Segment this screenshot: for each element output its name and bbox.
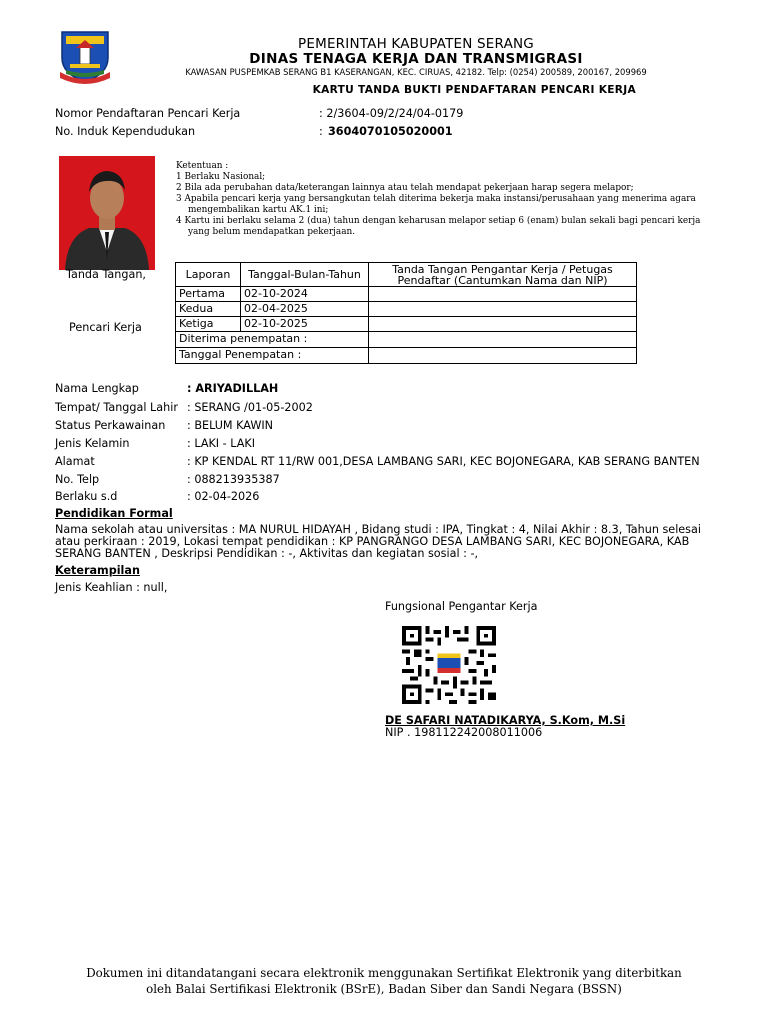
rule-item: 4 Kartu ini berlaku selama 2 (dua) tahun dengan keharusan melapor setiap 6 (enam) bulan sekali bagi pencari kerja yang belum mendapatkan pekerjaan.	[176, 216, 701, 237]
rules-heading: Ketentuan :	[176, 161, 229, 171]
header-laporan: Laporan	[176, 263, 241, 287]
phone-value: : 088213935387	[187, 473, 280, 486]
registration-number-value: : 2/3604-09/2/24/04-0179	[319, 107, 464, 120]
report-label: Kedua	[176, 302, 241, 317]
rule-item: 1 Berlaku Nasional;	[176, 172, 266, 182]
name-value: : ARIYADILLAH	[187, 382, 279, 395]
registration-number-label: Nomor Pendaftaran Pencari Kerja	[55, 107, 241, 120]
education-text: Nama sekolah atau universitas : MA NURUL HIDAYAH , Bidang studi : IPA, Tingkat : 4, Nilai Akhir : 8.3, Tahun selesai atau perkiraan : 2019, Lokasi tempat pendidikan : KP PANGRANGO DESA LAMBANG SARI, KEC BOJONEGARA, KAB SERANG BANTEN , Deskripsi Pendidikan : -, Aktivitas dan kegiatan sosial : -,	[55, 523, 701, 560]
qr-code-icon	[401, 626, 497, 704]
placement-accepted-label: Diterima penempatan :	[176, 332, 369, 348]
table-row	[176, 302, 637, 317]
rule-item: 3 Apabila pencari kerja yang bersangkutan telah diterima bekerja maka instansi/perusahaan yang menerima agara mengembalikan kartu AK.1 ini;	[176, 194, 696, 215]
marital-value: : BELUM KAWIN	[187, 419, 274, 432]
signer-role: Fungsional Pengantar Kerja	[385, 600, 538, 613]
report-date: 02-10-2024	[241, 287, 369, 302]
marital-label: Status Perkawainan	[55, 419, 166, 432]
signer-name: DE SAFARI NATADIKARYA, S.Kom, M.Si	[385, 714, 626, 727]
nik-label: No. Induk Kependudukan	[55, 125, 196, 138]
electronic-signature-note	[0, 965, 768, 997]
placement-date-value	[369, 348, 637, 364]
valid-until-value: : 02-04-2026	[187, 490, 260, 503]
report-table	[175, 262, 637, 364]
address-value: : KP KENDAL RT 11/RW 001,DESA LAMBANG SARI, KEC BOJONEGARA, KAB SERANG BANTEN	[187, 455, 700, 468]
placement-date-label: Tanggal Penempatan :	[176, 348, 369, 364]
report-signature	[369, 317, 637, 332]
footer-line-2: oleh Balai Sertifikasi Elektronik (BSrE), Badan Siber dan Sandi Negara (BSSN)	[146, 982, 622, 996]
table-row	[176, 332, 637, 348]
birth-value: : SERANG /01-05-2002	[187, 401, 313, 414]
report-signature	[369, 287, 637, 302]
card-title: KARTU TANDA BUKTI PENDAFTARAN PENCARI KERJA	[312, 84, 636, 96]
rules-block	[176, 161, 716, 238]
education-heading: Pendidikan Formal	[55, 507, 173, 520]
table-row	[176, 348, 637, 364]
rule-item: 2 Bila ada perubahan data/keterangan lainnya atau telah mendapat pekerjaan harap segera melapor;	[176, 183, 634, 193]
report-label: Pertama	[176, 287, 241, 302]
gender-label: Jenis Kelamin	[55, 437, 130, 450]
nik-value: 3604070105020001	[328, 125, 453, 138]
footer-line-1: Dokumen ini ditandatangani secara elektronik menggunakan Sertifikat Elektronik yang diterbitkan	[86, 966, 682, 980]
report-label: Ketiga	[176, 317, 241, 332]
nik-colon: :	[319, 125, 323, 138]
gender-value: : LAKI - LAKI	[187, 437, 256, 450]
birth-label: Tempat/ Tanggal Lahir	[55, 401, 178, 414]
phone-label: No. Telp	[55, 473, 100, 486]
address-label: Alamat	[55, 455, 95, 468]
header-date: Tanggal-Bulan-Tahun	[241, 263, 369, 287]
report-date: 02-04-2025	[241, 302, 369, 317]
report-date: 02-10-2025	[241, 317, 369, 332]
valid-until-label: Berlaku s.d	[55, 490, 118, 503]
name-label: Nama Lengkap	[55, 382, 139, 395]
government-name: PEMERINTAH KABUPATEN SERANG	[298, 36, 534, 52]
signer-nip: NIP . 198112242008011006	[385, 726, 543, 739]
placement-accepted-value	[369, 332, 637, 348]
applicant-photo	[59, 156, 155, 270]
header-signature: Tanda Tangan Pengantar Kerja / Petugas Pendaftar (Cantumkan Nama dan NIP)	[369, 263, 637, 287]
table-header-row	[176, 263, 637, 287]
table-row	[176, 287, 637, 302]
agency-name: DINAS TENAGA KERJA DAN TRANSMIGRASI	[249, 51, 583, 67]
skills-heading: Keterampilan	[55, 564, 140, 577]
table-row	[176, 317, 637, 332]
signature-label: Tanda Tangan,	[66, 268, 146, 281]
job-seeker-label: Pencari Kerja	[69, 321, 142, 334]
agency-address: KAWASAN PUSPEMKAB SERANG B1 KASERANGAN, KEC. CIRUAS, 42182. Telp: (0254) 200589, 200167, 209969	[185, 67, 647, 77]
skills-text: Jenis Keahlian : null,	[55, 581, 168, 594]
report-signature	[369, 302, 637, 317]
